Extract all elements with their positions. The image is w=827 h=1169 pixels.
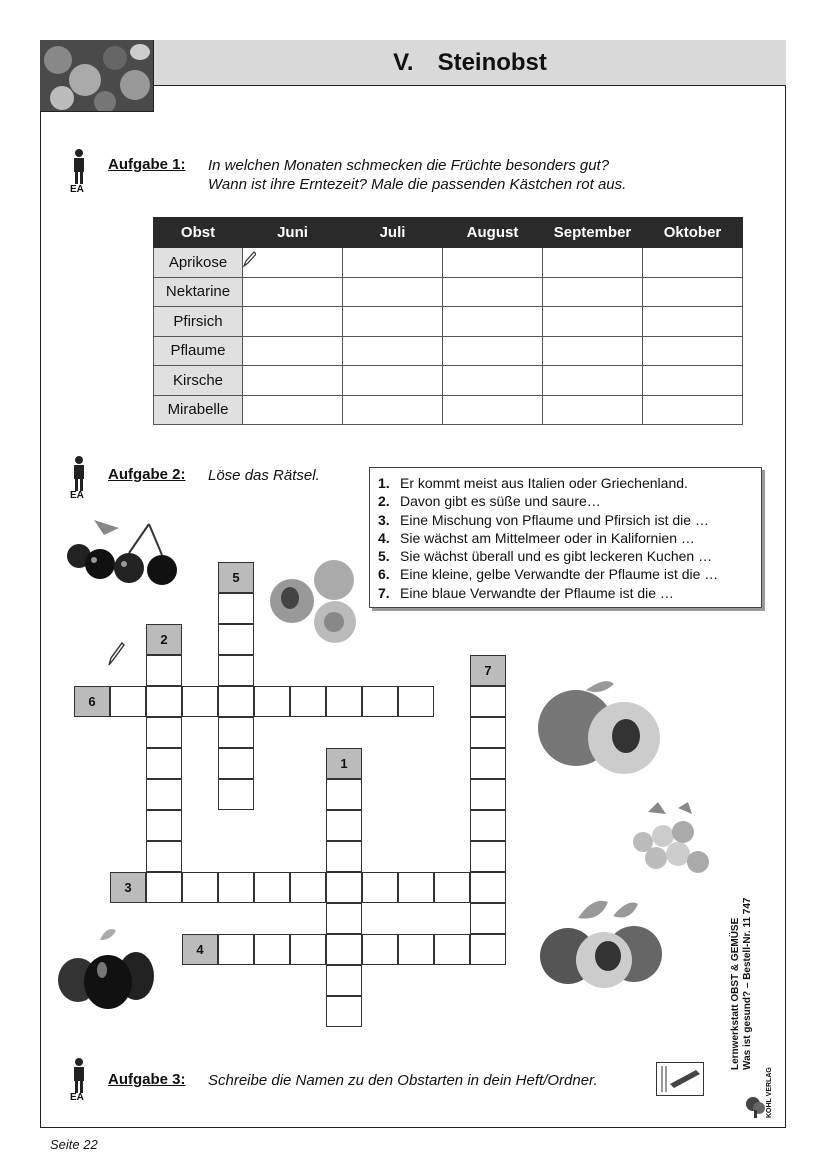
month-cell[interactable] bbox=[643, 366, 743, 396]
fruit-name-cell: Nektarine bbox=[154, 277, 243, 307]
month-cell[interactable] bbox=[243, 248, 343, 278]
cherries-image bbox=[64, 520, 182, 590]
table-row bbox=[154, 395, 743, 425]
clue-item bbox=[378, 565, 753, 583]
pencil-icon bbox=[107, 641, 125, 667]
month-cell[interactable] bbox=[343, 307, 443, 337]
apricots-image bbox=[268, 556, 360, 646]
clue-number: 6. bbox=[378, 566, 390, 583]
month-cell[interactable] bbox=[443, 277, 543, 307]
crossword-letter-cell[interactable] bbox=[470, 686, 506, 717]
crossword-letter-cell[interactable] bbox=[326, 686, 362, 717]
month-cell[interactable] bbox=[243, 395, 343, 425]
month-cell[interactable] bbox=[243, 307, 343, 337]
crossword-letter-cell[interactable] bbox=[470, 934, 506, 965]
pencil-icon bbox=[242, 250, 256, 268]
crossword-letter-cell[interactable] bbox=[326, 810, 362, 841]
crossword-letter-cell[interactable] bbox=[146, 872, 182, 903]
clue-text: Davon gibt es süße und saure… bbox=[400, 493, 601, 510]
fruit-name-cell: Kirsche bbox=[154, 366, 243, 396]
task2-instructions: Löse das Rätsel. bbox=[208, 467, 320, 484]
crossword-letter-cell[interactable] bbox=[362, 934, 398, 965]
month-cell[interactable] bbox=[543, 248, 643, 278]
harvest-table bbox=[153, 217, 743, 425]
clue-number: 1. bbox=[378, 475, 390, 491]
crossword-letter-cell[interactable] bbox=[362, 686, 398, 717]
month-cell[interactable] bbox=[543, 395, 643, 425]
publisher-name: KOHL VERLAG bbox=[766, 1067, 773, 1118]
clue-number: 5. bbox=[378, 548, 390, 565]
month-cell[interactable] bbox=[643, 248, 743, 278]
crossword-letter-cell[interactable] bbox=[470, 810, 506, 841]
crossword-letter-cell[interactable] bbox=[470, 717, 506, 748]
crossword-letter-cell[interactable] bbox=[218, 624, 254, 655]
table-header: Juni bbox=[243, 218, 343, 248]
crossword-number-cell: 6 bbox=[74, 686, 110, 717]
month-cell[interactable] bbox=[543, 366, 643, 396]
crossword-letter-cell[interactable] bbox=[218, 872, 254, 903]
work-mode-label: EA bbox=[70, 184, 84, 195]
month-cell[interactable] bbox=[643, 336, 743, 366]
crossword-letter-cell[interactable] bbox=[218, 655, 254, 686]
crossword-number-cell: 5 bbox=[218, 562, 254, 593]
crossword-letter-cell[interactable] bbox=[146, 717, 182, 748]
clue-item bbox=[378, 547, 753, 565]
task3-label: Aufgabe 3: bbox=[108, 1071, 186, 1088]
crossword-letter-cell[interactable] bbox=[470, 841, 506, 872]
page-number: Seite 22 bbox=[50, 1137, 98, 1152]
month-cell[interactable] bbox=[543, 307, 643, 337]
crossword-letter-cell[interactable] bbox=[290, 934, 326, 965]
crossword-number-cell: 1 bbox=[326, 748, 362, 779]
month-cell[interactable] bbox=[343, 277, 443, 307]
crossword-letter-cell[interactable] bbox=[326, 965, 362, 996]
month-cell[interactable] bbox=[443, 395, 543, 425]
task1-label: Aufgabe 1: bbox=[108, 156, 186, 173]
fruit-name-cell: Pflaume bbox=[154, 336, 243, 366]
mirabelles-image bbox=[628, 802, 714, 878]
crossword-letter-cell[interactable] bbox=[254, 872, 290, 903]
crossword-letter-cell[interactable] bbox=[326, 903, 362, 934]
fruit-name-cell: Aprikose bbox=[154, 248, 243, 278]
clue-text: Eine kleine, gelbe Verwandte der Pflaume ist die … bbox=[400, 566, 719, 583]
clue-text: Sie wächst am Mittelmeer oder in Kalifornien … bbox=[400, 529, 695, 546]
crossword-letter-cell[interactable] bbox=[146, 841, 182, 872]
crossword-letter-cell[interactable] bbox=[470, 903, 506, 934]
table-header: August bbox=[443, 218, 543, 248]
clue-box bbox=[369, 467, 762, 608]
task2-label: Aufgabe 2: bbox=[108, 466, 186, 483]
plums-image bbox=[56, 926, 156, 1010]
month-cell[interactable] bbox=[543, 277, 643, 307]
month-cell[interactable] bbox=[243, 336, 343, 366]
table-row bbox=[154, 277, 743, 307]
clue-number: 3. bbox=[378, 511, 390, 528]
table-row bbox=[154, 366, 743, 396]
crossword-letter-cell[interactable] bbox=[470, 748, 506, 779]
table-row bbox=[154, 336, 743, 366]
month-cell[interactable] bbox=[443, 366, 543, 396]
crossword-letter-cell[interactable] bbox=[398, 934, 434, 965]
crossword-letter-cell[interactable] bbox=[398, 872, 434, 903]
month-cell[interactable] bbox=[643, 307, 743, 337]
crossword-number-cell: 7 bbox=[470, 655, 506, 686]
fruit-name-cell: Mirabelle bbox=[154, 395, 243, 425]
clue-item bbox=[378, 474, 753, 492]
chapter-title: Steinobst bbox=[437, 48, 547, 76]
clue-number: 2. bbox=[378, 493, 390, 510]
fruit-name-cell: Pfirsich bbox=[154, 307, 243, 337]
clue-text: Eine blaue Verwandte der Pflaume ist die … bbox=[400, 584, 674, 601]
crossword-letter-cell[interactable] bbox=[398, 686, 434, 717]
crossword-letter-cell[interactable] bbox=[290, 686, 326, 717]
crossword-letter-cell[interactable] bbox=[290, 872, 326, 903]
crossword-letter-cell[interactable] bbox=[326, 779, 362, 810]
crossword-letter-cell[interactable] bbox=[362, 872, 398, 903]
crossword-letter-cell[interactable] bbox=[434, 872, 470, 903]
page-title bbox=[154, 40, 786, 86]
clue-number: 7. bbox=[378, 584, 390, 601]
month-cell[interactable] bbox=[243, 366, 343, 396]
crossword-letter-cell[interactable] bbox=[146, 655, 182, 686]
crossword-letter-cell[interactable] bbox=[146, 779, 182, 810]
crossword-letter-cell[interactable] bbox=[182, 872, 218, 903]
crossword-letter-cell[interactable] bbox=[326, 996, 362, 1027]
nectarine-image bbox=[538, 896, 666, 992]
peach-image bbox=[536, 676, 664, 776]
month-cell[interactable] bbox=[643, 395, 743, 425]
month-cell[interactable] bbox=[443, 307, 543, 337]
crossword-letter-cell[interactable] bbox=[146, 810, 182, 841]
month-cell[interactable] bbox=[643, 277, 743, 307]
clue-item bbox=[378, 511, 753, 529]
table-row bbox=[154, 307, 743, 337]
crossword-letter-cell[interactable] bbox=[326, 872, 362, 903]
work-mode-label: EA bbox=[70, 1092, 84, 1103]
month-cell[interactable] bbox=[343, 336, 443, 366]
clue-text: Er kommt meist aus Italien oder Griechenland. bbox=[400, 475, 688, 491]
clue-text: Sie wächst überall und es gibt leckeren Kuchen … bbox=[400, 548, 713, 565]
crossword-letter-cell[interactable] bbox=[218, 593, 254, 624]
month-cell[interactable] bbox=[243, 277, 343, 307]
crossword-number-cell: 4 bbox=[182, 934, 218, 965]
crossword-letter-cell[interactable] bbox=[218, 717, 254, 748]
header-fruit-photo bbox=[40, 40, 154, 112]
crossword-letter-cell[interactable] bbox=[434, 934, 470, 965]
task3-instructions: Schreibe die Namen zu den Obstarten in dein Heft/Ordner. bbox=[208, 1072, 598, 1089]
table-header: Juli bbox=[343, 218, 443, 248]
table-header: Oktober bbox=[643, 218, 743, 248]
crossword-letter-cell[interactable] bbox=[326, 841, 362, 872]
crossword-letter-cell[interactable] bbox=[470, 779, 506, 810]
month-cell[interactable] bbox=[443, 336, 543, 366]
clue-text: Eine Mischung von Pflaume und Pfirsich ist die … bbox=[400, 511, 709, 528]
crossword-letter-cell[interactable] bbox=[254, 934, 290, 965]
table-header: Obst bbox=[154, 218, 243, 248]
crossword-letter-cell[interactable] bbox=[326, 934, 362, 965]
clue-item bbox=[378, 529, 753, 547]
month-cell[interactable] bbox=[443, 248, 543, 278]
clue-item bbox=[378, 492, 753, 510]
chapter-numeral: V. bbox=[393, 48, 414, 76]
month-cell[interactable] bbox=[343, 366, 443, 396]
task1-instructions: In welchen Monaten schmecken die Früchte besonders gut? Wann ist ihre Erntezeit? Male die passenden Kästchen rot aus. bbox=[208, 157, 627, 193]
month-cell[interactable] bbox=[343, 248, 443, 278]
publisher-side-text: Lernwerkstatt OBST & GEMÜSE Was ist gesund? – Bestell-Nr. 11 747 bbox=[730, 897, 753, 1070]
crossword-number-cell: 2 bbox=[146, 624, 182, 655]
crossword-letter-cell[interactable] bbox=[218, 934, 254, 965]
month-cell[interactable] bbox=[343, 395, 443, 425]
crossword-letter-cell[interactable] bbox=[218, 686, 254, 717]
crossword-number-cell: 3 bbox=[110, 872, 146, 903]
crossword-letter-cell[interactable] bbox=[470, 872, 506, 903]
crossword-letter-cell[interactable] bbox=[110, 686, 146, 717]
publisher-tree-logo bbox=[745, 1094, 767, 1118]
crossword-letter-cell[interactable] bbox=[218, 779, 254, 810]
crossword-letter-cell[interactable] bbox=[254, 686, 290, 717]
clue-item bbox=[378, 584, 753, 602]
table-header: September bbox=[543, 218, 643, 248]
crossword-letter-cell[interactable] bbox=[146, 686, 182, 717]
work-mode-label: EA bbox=[70, 490, 84, 501]
crossword-letter-cell[interactable] bbox=[146, 748, 182, 779]
crossword-letter-cell[interactable] bbox=[218, 748, 254, 779]
crossword-letter-cell[interactable] bbox=[182, 686, 218, 717]
clue-number: 4. bbox=[378, 529, 390, 546]
notebook-writing-icon bbox=[656, 1062, 704, 1096]
month-cell[interactable] bbox=[543, 336, 643, 366]
